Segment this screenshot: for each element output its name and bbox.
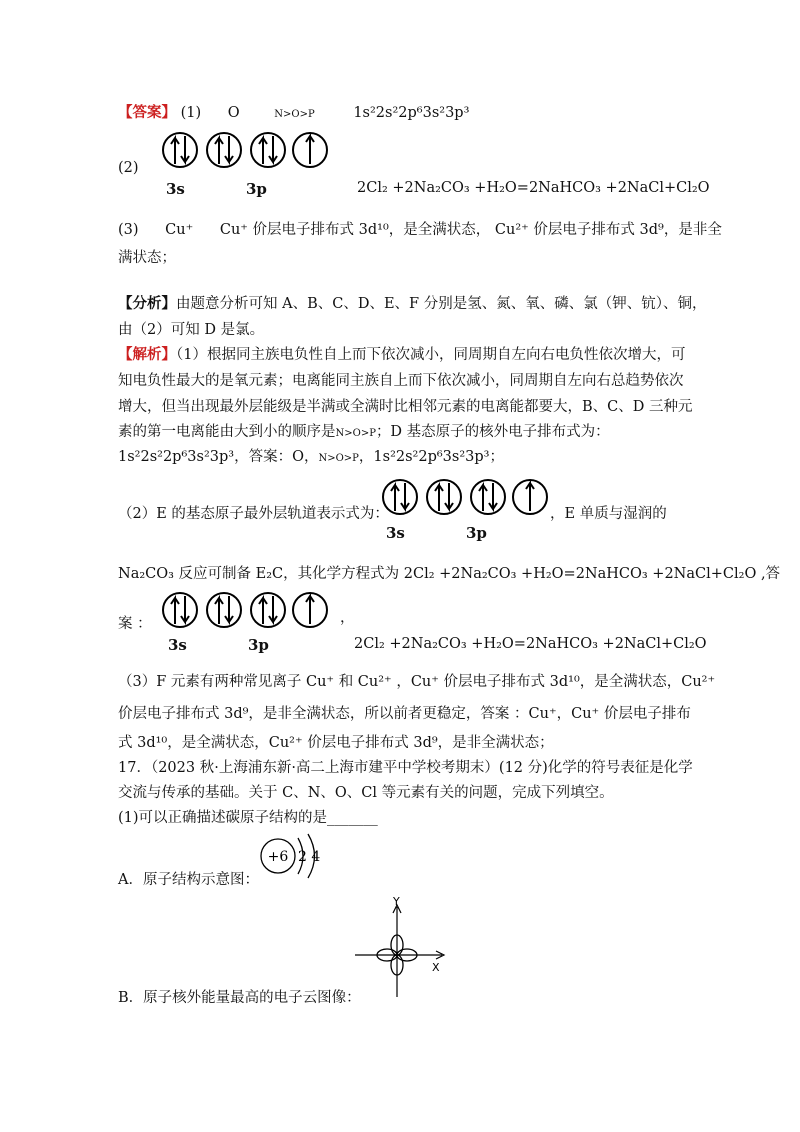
analysis-label: 【分析】 xyxy=(118,295,176,312)
orbital-label-3s-3: 3s xyxy=(168,636,187,654)
explain-text-9: （3）F 元素有两种常见离子 Cu⁺ 和 Cu²⁺ ，Cu⁺ 价层电子排布式 3d¹⁰，是全满状态，Cu²⁺ xyxy=(118,674,716,690)
answer-1-a: O xyxy=(227,105,240,121)
y-axis-label: Y xyxy=(393,895,400,908)
explain-text-4b: N>O>P xyxy=(335,428,376,439)
explain-line-4 xyxy=(118,420,610,441)
orbital-label-3p: 3p xyxy=(246,180,267,198)
explain-line-1 xyxy=(118,343,685,364)
answer-1-b: N>O>P xyxy=(274,109,315,120)
explain-text-6b: ，E 单质与湿润的 xyxy=(550,506,667,522)
electron-cloud-diagram xyxy=(350,893,460,1003)
answer-3-b: Cu⁺ 价层电子排布式 3d¹⁰，是全满状态， xyxy=(219,222,491,238)
explain-text-1: （1）根据同主族电负性自上而下依次减小，同周期自左向右电负性依次增大，可 xyxy=(176,347,686,363)
orbital-label-3p-3: 3p xyxy=(248,636,269,654)
explain-label: 【解析】 xyxy=(118,346,176,363)
answer-3-d: 满状态； xyxy=(118,250,176,266)
explain-text-5a: 1s²2s²2p⁶3s²3p³，答案：O， xyxy=(118,449,319,465)
answer-part-2: (2) xyxy=(118,160,139,176)
explain-text-3: 增大，但当出现最外层能级是半满或全满时比相邻元素的电离能都要大，B、C、D 三种元 xyxy=(118,399,693,415)
answer-part-3: (3) xyxy=(118,222,139,238)
q17-text-1: 17．（2023 秋·上海浦东新·高二上海市建平中学校考期末）(12 分)化学的符号表征是化学 xyxy=(118,760,693,776)
orbital-diagram-2 xyxy=(380,475,560,525)
answer-line-3 xyxy=(118,218,722,239)
analysis-text-1: 由题意分析可知 A、B、C、D、E、F 分别是氢、氮、氧、磷、氯（钾、钪）、铜， xyxy=(176,296,707,312)
atom-structure-diagram xyxy=(258,832,338,884)
analysis-line-1 xyxy=(118,292,706,313)
answer-3-c: Cu²⁺ 价层电子排布式 3d⁹，是非全 xyxy=(494,222,722,238)
q17-text-3: (1)可以正确描述碳原子结构的是_______ xyxy=(118,810,378,826)
q17-option-b: B．原子核外能量最高的电子云图像： xyxy=(118,990,361,1006)
explain-text-5c: ，1s²2s²2p⁶3s²3p³； xyxy=(358,449,504,465)
explain-equation-2: 2Cl₂ +2Na₂CO₃ +H₂O=2NaHCO₃ +2NaCl+Cl₂O xyxy=(354,636,707,652)
explain-text-2: 知电负性最大的是氧元素；电离能同主族自上而下依次减小，同周期自左向右总趋势依次 xyxy=(118,373,684,389)
orbital-label-3p-2: 3p xyxy=(466,524,487,542)
orbital-diagram-3 xyxy=(160,588,340,638)
explain-text-11: 式 3d¹⁰，是全满状态，Cu²⁺ 价层电子排布式 3d⁹，是非全满状态； xyxy=(118,735,554,751)
q17-option-a: A．原子结构示意图： xyxy=(118,872,259,888)
explain-text-8b: ， xyxy=(340,610,355,626)
explain-text-7: Na₂CO₃ 反应可制备 E₂C，其化学方程式为 2Cl₂ +2Na₂CO₃ +H₂O=2NaHCO₃ +2NaCl+Cl₂O ,答 xyxy=(118,566,781,582)
orbital-label-3s-2: 3s xyxy=(386,524,405,542)
explain-text-10: 价层电子排布式 3d⁹，是非全满状态，所以前者更稳定，答案 ：Cu⁺，Cu⁺ 价层电子排布 xyxy=(118,706,691,722)
answer-1-c: 1s²2s²2p⁶3s²3p³ xyxy=(353,105,470,121)
q17-text-2: 交流与传承的基础。关于 C、N、O、Cl 等元素有关的问题，完成下列填空。 xyxy=(118,785,614,801)
explain-line-5 xyxy=(118,445,504,466)
orbital-label-3s: 3s xyxy=(166,180,185,198)
answer-label: 【答案】 xyxy=(118,104,176,121)
atom-shell-labels: 2 4 xyxy=(298,849,321,865)
explain-text-6a: （2）E 的基态原子最外层轨道表示式为： xyxy=(118,506,389,522)
atom-nucleus-label: +6 xyxy=(267,849,289,865)
explain-text-4a: 素的第一电离能由大到小的顺序是 xyxy=(118,424,336,440)
answer-equation: 2Cl₂ +2Na₂CO₃ +H₂O=2NaHCO₃ +2NaCl+Cl₂O xyxy=(357,180,710,196)
explain-text-5b: N>O>P xyxy=(318,453,359,464)
explain-text-4c: ；D 基态原子的核外电子排布式为： xyxy=(375,424,610,440)
answer-line-1 xyxy=(118,101,469,122)
explain-text-8a: 案 ： xyxy=(118,616,152,632)
answer-part-1: (1) xyxy=(180,105,202,121)
orbital-diagram-1 xyxy=(160,128,340,178)
x-axis-label: X xyxy=(432,961,440,974)
analysis-text-2: 由（2）可知 D 是氯。 xyxy=(118,322,265,338)
answer-3-a: Cu⁺ xyxy=(165,222,194,238)
